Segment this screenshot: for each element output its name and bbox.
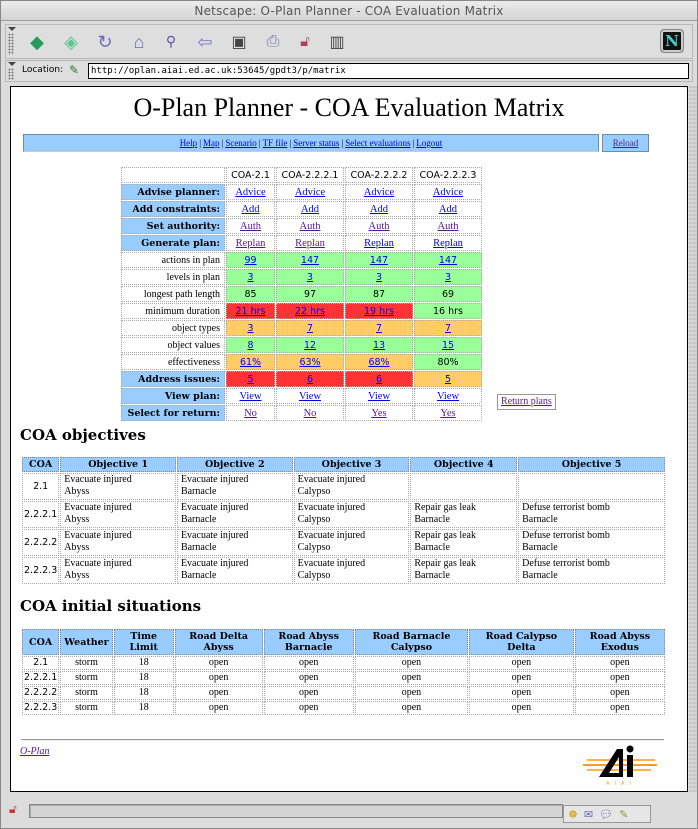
objective-row — [22, 473, 665, 500]
view-plan-row — [121, 388, 482, 404]
metric-row — [121, 252, 482, 268]
aiai-logo[interactable] — [581, 743, 661, 787]
situation-column-header: Time Limit — [114, 629, 174, 655]
metric-row — [121, 320, 482, 336]
issues-cell — [345, 371, 413, 387]
nav-link-help[interactable]: Help — [179, 138, 198, 148]
metric-value-link[interactable]: 147 — [369, 254, 389, 266]
metric-cell — [276, 286, 344, 302]
metric-cell — [414, 337, 482, 353]
metric-value: 85 — [244, 288, 257, 300]
reload-icon[interactable]: ↻ — [97, 31, 113, 52]
metric-value-link[interactable]: 3 — [375, 271, 383, 283]
address-issues-row — [121, 371, 482, 387]
component-bar — [563, 805, 651, 823]
situation-column-header: Weather — [60, 629, 112, 655]
metric-value-link[interactable]: 3 — [306, 271, 314, 283]
metric-cell — [414, 303, 482, 319]
nav-link-tf-file[interactable]: TF file — [262, 138, 288, 148]
add-constraints-row — [121, 201, 482, 217]
objective-column-header: Objective 3 — [294, 457, 410, 472]
metric-label: object values — [121, 337, 225, 353]
objective-column-header: Objective 1 — [60, 457, 176, 472]
metric-cell — [345, 252, 413, 268]
objectives-heading: COA objectives — [20, 426, 146, 444]
nav-link-select-evaluations[interactable]: Select evaluations — [345, 138, 411, 148]
auth-link[interactable]: Auth — [437, 220, 459, 232]
netscape-throbber-icon[interactable]: N — [660, 29, 684, 53]
objective-cell — [518, 473, 665, 500]
objective-column-header: COA — [22, 457, 59, 472]
print-icon[interactable]: ⎙ — [266, 33, 280, 50]
replan-link[interactable]: Replan — [433, 237, 463, 249]
coa-id-cell: 2.2.2.3 — [24, 702, 58, 713]
coa-evaluation-matrix — [120, 166, 483, 422]
objective-cell: Evacuate injured Calypso — [294, 501, 410, 528]
metric-cell — [414, 252, 482, 268]
metric-value-link[interactable]: 7 — [444, 322, 452, 334]
location-collapse-grip[interactable] — [8, 62, 16, 80]
situations-header-row — [22, 629, 665, 655]
metric-cell — [345, 354, 413, 370]
discussions-icon[interactable]: 💬︎ — [599, 808, 614, 821]
situation-cell: storm — [60, 701, 112, 715]
coa-id-cell: 2.2.2.1 — [24, 672, 58, 683]
issues-link[interactable]: 6 — [375, 373, 383, 385]
situation-cell: open — [355, 686, 468, 700]
situation-cell: open — [355, 671, 468, 685]
row-label: View plan: — [121, 388, 225, 404]
metric-cell — [276, 252, 344, 268]
metric-cell — [414, 320, 482, 336]
view-plan-link[interactable]: View — [367, 390, 391, 402]
metric-cell — [345, 320, 413, 336]
metric-cell — [226, 252, 275, 268]
metric-value-link[interactable]: 3 — [444, 271, 452, 283]
metric-cell — [345, 269, 413, 285]
nav-link-logout[interactable]: Logout — [416, 138, 443, 148]
coa-column-header: COA-2.1 — [226, 167, 275, 183]
situation-cell: 18 — [114, 701, 174, 715]
situation-column-header: Road Delta Abyss — [175, 629, 263, 655]
nav-link-map[interactable]: Map — [203, 138, 220, 148]
metric-cell — [226, 269, 275, 285]
logo-i-stem — [627, 755, 633, 777]
situation-row — [22, 686, 665, 700]
page-content — [10, 86, 688, 792]
metric-value-link[interactable]: 19 hrs — [364, 305, 394, 317]
situation-row — [22, 671, 665, 685]
objective-cell: Repair gas leak Barnacle — [410, 529, 517, 556]
situation-cell: 18 — [114, 656, 174, 670]
back-arrow-icon[interactable]: ◆ — [30, 31, 44, 52]
metric-label: actions in plan — [121, 252, 225, 268]
logo-text: AIAI — [606, 781, 636, 787]
metric-label: minimum duration — [121, 303, 225, 319]
metric-label: longest path length — [121, 286, 225, 302]
objectives-table — [21, 456, 666, 585]
row-label: Address issues: — [121, 371, 225, 387]
coa-column-header: COA-2.2.2.3 — [414, 167, 482, 183]
metric-label: object types — [121, 320, 225, 336]
matrix-header-row — [121, 167, 482, 183]
situation-cell: open — [575, 701, 665, 715]
metric-value-link[interactable]: 147 — [438, 254, 458, 266]
forward-arrow-icon[interactable]: ◈ — [64, 31, 78, 52]
situation-cell: open — [469, 671, 574, 685]
matrix-corner-cell — [121, 167, 225, 183]
select-for-return-row — [121, 405, 482, 421]
metric-label: effectiveness — [121, 354, 225, 370]
replan-link[interactable]: Replan — [295, 237, 325, 249]
metric-value-link[interactable]: 3 — [247, 322, 254, 334]
objective-row — [22, 557, 665, 584]
metric-cell — [226, 354, 275, 370]
row-label: Advise planner: — [121, 184, 225, 200]
situation-cell: storm — [60, 656, 112, 670]
objective-cell: Evacuate injured Abyss — [60, 473, 176, 500]
metric-value: 97 — [303, 288, 317, 300]
view-plan-link[interactable]: View — [298, 390, 322, 402]
situation-cell: open — [575, 656, 665, 670]
situation-cell: storm — [60, 671, 112, 685]
add-constraint-link[interactable]: Add — [300, 203, 320, 215]
metric-cell — [226, 286, 275, 302]
metric-value-link[interactable]: 147 — [300, 254, 320, 266]
situation-cell: open — [575, 686, 665, 700]
issues-cell — [226, 371, 275, 387]
return-plans-button[interactable] — [497, 394, 556, 410]
metric-row — [121, 286, 482, 302]
advice-link[interactable]: Advice — [432, 186, 464, 198]
add-constraint-link[interactable]: Add — [438, 203, 458, 215]
coa-id-cell: 2.1 — [22, 656, 59, 670]
search-flashlight-icon[interactable]: ⚲ — [165, 34, 177, 50]
objective-cell: Evacuate injured Abyss — [60, 529, 176, 556]
objective-row — [22, 501, 665, 528]
coa-id-cell: 2.1 — [22, 473, 59, 500]
situation-row — [22, 701, 665, 715]
metric-value: 87 — [372, 288, 386, 300]
select-toggle-link[interactable]: No — [244, 407, 257, 419]
metric-row — [121, 354, 482, 370]
stop-icon[interactable]: ▥ — [329, 34, 345, 51]
reload-bar — [602, 134, 649, 152]
situation-column-header: Road Calypso Delta — [469, 629, 574, 655]
metric-value-link[interactable]: 15 — [441, 339, 455, 351]
metric-cell — [226, 320, 275, 336]
row-label: Add constraints: — [121, 201, 225, 217]
issues-link[interactable]: 6 — [306, 373, 314, 385]
situation-cell: open — [264, 701, 354, 715]
window-edge — [689, 86, 697, 792]
situations-table — [21, 628, 666, 716]
situation-cell: open — [175, 671, 263, 685]
return-plans-link[interactable]: Return plans — [501, 396, 552, 407]
window-title: Netscape: O-Plan Planner - COA Evaluation Matrix — [1, 1, 697, 21]
objective-column-header: Objective 5 — [518, 457, 665, 472]
objective-cell: Defuse terrorist bomb Barnacle — [518, 529, 665, 556]
situation-column-header: Road Barnacle Calypso — [355, 629, 468, 655]
issues-link[interactable]: 5 — [444, 373, 452, 385]
objective-cell: Defuse terrorist bomb Barnacle — [518, 501, 665, 528]
objective-cell: Evacuate injured Abyss — [60, 501, 176, 528]
footer-divider — [21, 739, 664, 741]
metric-cell — [276, 303, 344, 319]
objective-cell: Defuse terrorist bomb Barnacle — [518, 557, 665, 584]
nav-link-scenario[interactable]: Scenario — [225, 138, 257, 148]
objective-column-header: Objective 4 — [410, 457, 517, 472]
logo-i-dot — [627, 746, 634, 753]
coa-id-cell: 2.2.2.2 — [24, 687, 58, 698]
mail-icon[interactable]: ✉ — [583, 808, 594, 821]
page-title: O-Plan Planner - COA Evaluation Matrix — [133, 93, 565, 122]
metric-cell — [226, 337, 275, 353]
objective-cell: Evacuate injured Calypso — [294, 473, 410, 500]
add-constraint-link[interactable]: Add — [369, 203, 389, 215]
objective-cell — [410, 473, 517, 500]
issues-cell — [276, 371, 344, 387]
metric-value-link[interactable]: 12 — [303, 339, 317, 351]
objective-cell: Evacuate injured Barnacle — [177, 501, 293, 528]
status-bar — [5, 797, 693, 823]
nav-bar: Help | Map | Scenario | TF file | Server status | Select evaluations | Logout — [23, 134, 599, 152]
nav-link-server-status[interactable]: Server status — [293, 138, 340, 148]
view-plan-link[interactable]: View — [239, 390, 262, 402]
status-text — [29, 804, 563, 818]
objective-cell: Evacuate injured Barnacle — [177, 473, 293, 500]
situation-column-header: Road Abyss Exodus — [575, 629, 665, 655]
situation-cell: open — [175, 701, 263, 715]
row-label: Generate plan: — [121, 235, 225, 251]
situation-cell: open — [575, 671, 665, 685]
view-plan-link[interactable]: View — [436, 390, 460, 402]
advice-link[interactable]: Advice — [363, 186, 395, 198]
generate-plan-row — [121, 235, 482, 251]
situation-cell: open — [355, 701, 468, 715]
guide-icon[interactable]: ⇦ — [197, 31, 213, 52]
toolbar-collapse-grip[interactable] — [8, 27, 16, 57]
auth-link[interactable]: Auth — [240, 220, 261, 232]
metric-value: 80% — [437, 356, 459, 368]
location-toolbar — [5, 60, 693, 82]
situation-cell: open — [264, 656, 354, 670]
objective-cell: Repair gas leak Barnacle — [410, 501, 517, 528]
home-icon[interactable]: ⌂ — [133, 31, 145, 52]
metric-value-link[interactable]: 7 — [375, 322, 383, 334]
situations-heading: COA initial situations — [20, 597, 202, 615]
location-label: Location: — [22, 65, 64, 75]
row-label: Select for return: — [121, 405, 225, 421]
metric-cell — [276, 337, 344, 353]
auth-link[interactable]: Auth — [368, 220, 390, 232]
situation-cell: open — [469, 701, 574, 715]
metric-cell — [226, 303, 275, 319]
situation-row — [22, 656, 665, 670]
metric-row — [121, 303, 482, 319]
issues-link[interactable]: 5 — [247, 373, 254, 385]
metric-value-link[interactable]: 8 — [247, 339, 254, 351]
issues-cell — [414, 371, 482, 387]
metric-value-link[interactable]: 61% — [239, 356, 262, 368]
metric-value-link[interactable]: 21 hrs — [235, 305, 266, 317]
situation-cell: storm — [60, 686, 112, 700]
situation-cell: open — [355, 656, 468, 670]
objective-cell: Evacuate injured Barnacle — [177, 557, 293, 584]
objective-cell: Evacuate injured Abyss — [60, 557, 176, 584]
select-toggle-link[interactable]: Yes — [371, 407, 387, 419]
situation-cell: open — [175, 656, 263, 670]
metric-cell — [345, 337, 413, 353]
select-toggle-link[interactable]: No — [303, 407, 317, 419]
replan-link[interactable]: Replan — [364, 237, 394, 249]
reload-link[interactable]: Reload — [612, 138, 639, 148]
page-proxy-icon[interactable]: ✎ — [69, 63, 80, 77]
metric-value-link[interactable]: 13 — [372, 339, 386, 351]
situation-cell: open — [175, 686, 263, 700]
situation-cell: open — [469, 656, 574, 670]
objective-column-header: Objective 2 — [177, 457, 293, 472]
situation-cell: 18 — [114, 686, 174, 700]
metric-value-link[interactable]: 68% — [368, 356, 390, 368]
objective-cell: Evacuate injured Calypso — [294, 557, 410, 584]
add-constraint-link[interactable]: Add — [241, 203, 260, 215]
metric-cell — [414, 286, 482, 302]
situation-column-header: Road Abyss Barnacle — [264, 629, 354, 655]
security-unlocked-icon[interactable]: 🔓︎ — [9, 802, 17, 816]
images-icon[interactable]: ▣ — [231, 34, 247, 51]
logo-triangle — [599, 749, 623, 777]
metric-value: 69 — [441, 288, 455, 300]
row-label: Set authority: — [121, 218, 225, 234]
metric-value: 16 hrs — [433, 305, 463, 317]
coa-id-cell: 2.2.2.2 — [22, 529, 59, 556]
navigator-icon[interactable]: ☸ — [568, 808, 578, 821]
oplan-home-link[interactable]: O-Plan — [20, 746, 50, 757]
coa-column-header: COA-2.2.2.1 — [276, 167, 344, 183]
metric-value-link[interactable]: 3 — [247, 271, 254, 283]
composer-icon[interactable]: ✎ — [619, 808, 629, 821]
situation-cell: open — [264, 686, 354, 700]
situation-column-header: COA — [22, 629, 59, 655]
metric-cell — [414, 354, 482, 370]
metric-cell — [276, 354, 344, 370]
coa-id-cell: 2.2.2.1 — [22, 501, 59, 528]
metric-cell — [276, 320, 344, 336]
situation-cell: open — [264, 671, 354, 685]
url-input[interactable]: http://oplan.aiai.ed.ac.uk:53645/gpdt3/p/matrix — [88, 63, 689, 79]
metric-value-link[interactable]: 63% — [299, 356, 321, 368]
advise-planner-row — [121, 184, 482, 200]
advice-link[interactable]: Advice — [235, 186, 266, 198]
coa-column-header: COA-2.2.2.2 — [345, 167, 413, 183]
objectives-header-row — [22, 457, 665, 472]
metric-label: levels in plan — [121, 269, 225, 285]
set-authority-row — [121, 218, 482, 234]
coa-id-cell: 2.2.2.3 — [22, 557, 59, 584]
metric-row — [121, 337, 482, 353]
metric-value-link[interactable]: 99 — [244, 254, 257, 266]
situation-cell: 18 — [114, 671, 174, 685]
metric-cell — [345, 303, 413, 319]
objective-cell: Evacuate injured Calypso — [294, 529, 410, 556]
navigation-toolbar — [5, 24, 693, 59]
objective-row — [22, 529, 665, 556]
objective-cell: Evacuate injured Barnacle — [177, 529, 293, 556]
objective-cell: Repair gas leak Barnacle — [410, 557, 517, 584]
situation-cell: open — [469, 686, 574, 700]
metric-value-link[interactable]: 22 hrs — [295, 305, 325, 317]
security-lock-icon[interactable]: 🔓︎ — [300, 34, 310, 50]
select-toggle-link[interactable]: Yes — [440, 407, 456, 419]
metric-cell — [414, 269, 482, 285]
metric-cell — [345, 286, 413, 302]
advice-link[interactable]: Advice — [294, 186, 326, 198]
metric-cell — [276, 269, 344, 285]
metric-value-link[interactable]: 7 — [306, 322, 314, 334]
metric-row — [121, 269, 482, 285]
replan-link[interactable]: Replan — [235, 237, 266, 249]
auth-link[interactable]: Auth — [299, 220, 321, 232]
